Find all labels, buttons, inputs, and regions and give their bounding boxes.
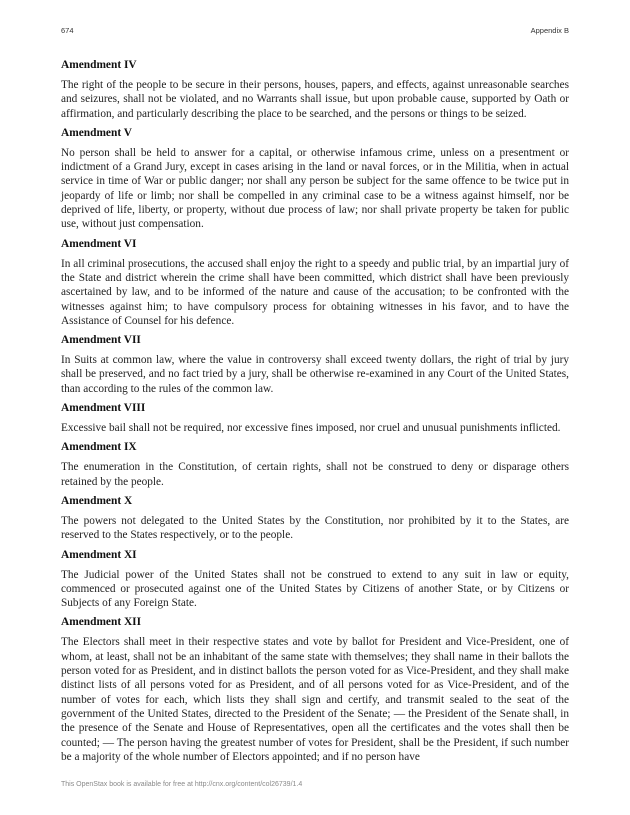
amendment-x — [61, 494, 569, 543]
section-heading: Amendment VII — [61, 334, 141, 347]
document-body — [61, 58, 569, 769]
section-text: The enumeration in the Constitution, of certain rights, shall not be construed to deny or disparage others retained by the people. — [61, 461, 569, 488]
section-text: Excessive bail shall not be required, nor excessive fines imposed, nor cruel and unusual punishments inflicted. — [61, 422, 561, 435]
section-text: The Judicial power of the United States shall not be construed to extend to any suit in law or equity, commenced or prosecuted against one of the United States by Citizens of another State, or by Citizens or Subjects of any Foreign State. — [61, 568, 569, 610]
section-text: In all criminal prosecutions, the accused shall enjoy the right to a speedy and public trial, by an impartial jury of the State and district wherein the crime shall have been committed, which district shall have been previously ascertained by law, and to be informed of the nature and cause of the accusation; to be confronted with the witnesses against him; to have compulsory process for obtaining witnesses in his favor, and to have the Assistance of Counsel for his defence. — [61, 257, 569, 327]
section-heading: Amendment IX — [61, 441, 137, 454]
section-heading: Amendment V — [61, 126, 132, 139]
running-header — [61, 24, 569, 36]
footer-attribution: This OpenStax book is available for free at http://cnx.org/content/col26739/1.4 — [61, 781, 303, 788]
amendment-vi — [61, 237, 569, 328]
section-text: In Suits at common law, where the value in controversy shall exceed twenty dollars, the right of trial by jury shall be preserved, and no fact tried by a jury, shall be otherwise re-examined in any Court of the United States, than according to the rules of the common law. — [61, 354, 569, 395]
amendment-vii — [61, 333, 569, 396]
section-heading: Amendment VIII — [61, 402, 146, 415]
section-heading: Amendment XI — [61, 548, 137, 561]
section-text: The powers not delegated to the United States by the Constitution, nor prohibited by it to the States, are reserved to the States respectively, or to the people. — [61, 514, 569, 542]
section-heading: Amendment XII — [61, 616, 142, 629]
section-title: Appendix B — [530, 25, 569, 35]
section-heading: Amendment IV — [61, 59, 137, 71]
section-text: The right of the people to be secure in their persons, houses, papers, and effects, against unreasonable searches and seizures, shall not be violated, and no Warrants shall issue, but upon probable cause, supported by Oath or affirmation, and particularly describing the place to be searched, and the persons or things to be seized. — [61, 79, 569, 120]
page-number: 674 — [61, 25, 74, 35]
amendment-viii — [61, 401, 569, 435]
amendment-ix — [61, 440, 569, 489]
amendment-iv — [61, 58, 569, 121]
section-text: No person shall be held to answer for a capital, or otherwise infamous crime, unless on a presentment or indictment of a Grand Jury, except in cases arising in the land or naval forces, or in the Militia, when in actual service in time of War or public danger; nor shall any person be subject for the same offence to be twice put in jeopardy of life or limb; nor shall be compelled in any criminal case to be a witness against himself, nor be deprived of life, liberty, or property, without due process of law; nor shall private property be taken for public use, without just compensation. — [61, 146, 569, 231]
section-heading: Amendment X — [61, 494, 133, 507]
amendment-v — [61, 126, 569, 232]
section-text: The Electors shall meet in their respective states and vote by ballot for President and Vice-President, one of whom, at least, shall not be an inhabitant of the same state with themselves; they shall name in their ballots the person voted for as President, and in distinct ballots the person voted for as Vice-President, and they shall make distinct lists of all persons voted for as President, and of all persons voted for as Vice-President, and of the number of votes for each, which lists they shall sign and certify, and transmit sealed to the seat of the government of the United States, directed to the President of the Senate; — the President of the Senate shall, in the presence of the Senate and House of Representatives, open all the certificates and the votes shall then be counted; — The person having the greatest number of votes for President, shall be the President, if such number be a majority of the whole number of Electors appointed; and if no person have — [61, 636, 569, 763]
amendment-xii — [61, 615, 569, 764]
section-heading: Amendment VI — [61, 237, 137, 250]
amendment-xi — [61, 548, 569, 611]
